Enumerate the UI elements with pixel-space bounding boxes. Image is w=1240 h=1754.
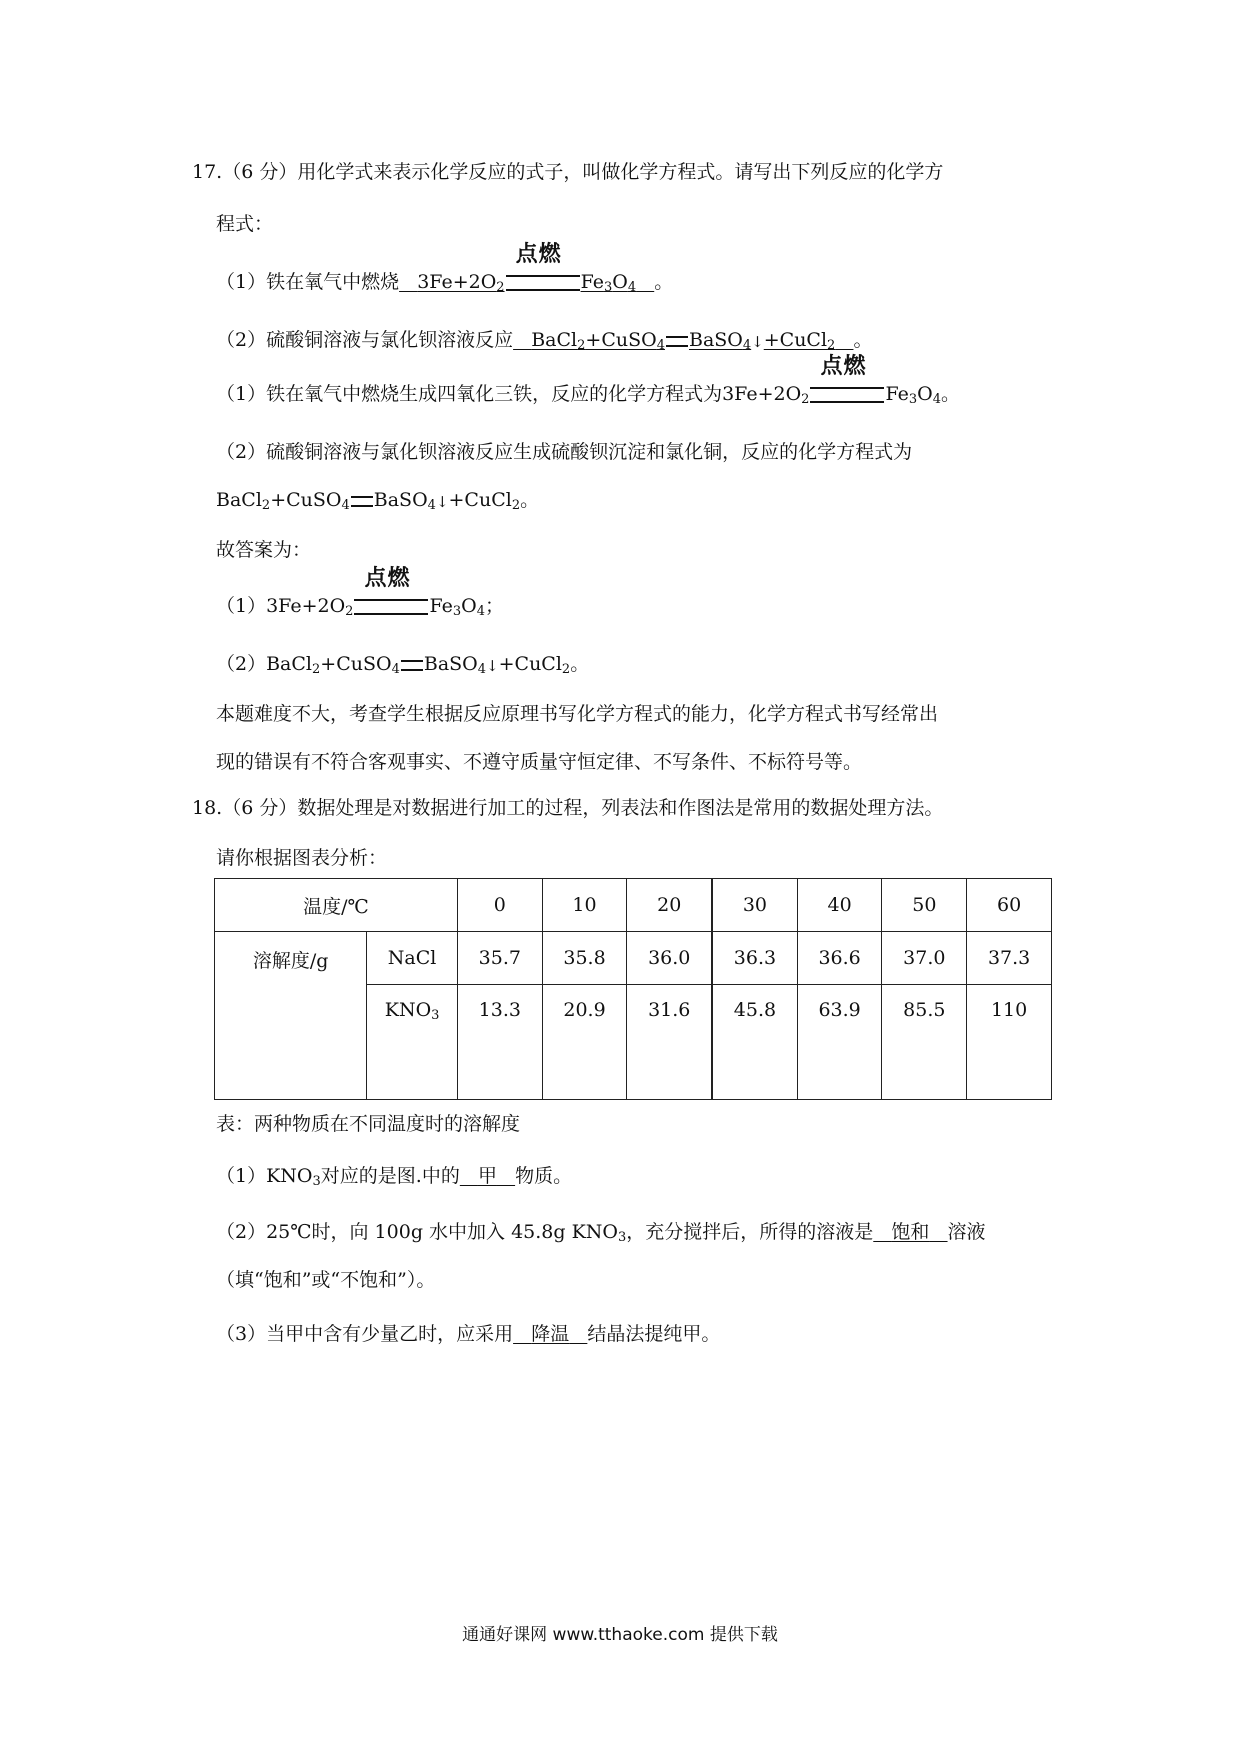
q17-answer-2: （2）硫酸铜溶液与氯化钡溶液反应 BaCl$_2$+CuSO$_4$ BaSO$_4$↓+CuCl$_2$ 。 bbox=[216, 329, 873, 353]
reaction-condition-mark: 点燃 bbox=[506, 275, 580, 291]
answer-blank: 饱和 bbox=[891, 1221, 930, 1243]
value-cell: 35.8 bbox=[542, 932, 627, 985]
value-cell: 110 bbox=[967, 985, 1052, 1100]
footer-credit: 通通好课网 www.tthaoke.com 提供下载 bbox=[462, 1625, 778, 1645]
q18-part-2: （2）25℃时，向 100g 水中加入 45.8g $KNO_3$，充分搅拌后，所得的溶液是 饱和 溶液 bbox=[216, 1221, 986, 1245]
value-cell: 35.7 bbox=[457, 932, 542, 985]
temp-cell: 40 bbox=[797, 879, 882, 932]
q18-part-3: （3）当甲中含有少量乙时，应采用 降温 结晶法提纯甲。 bbox=[216, 1323, 721, 1345]
q17-conclusion: 故答案为： bbox=[216, 539, 312, 561]
q18-header-cont: 请你根据图表分析： bbox=[216, 847, 388, 869]
q17-header-cont: 程式： bbox=[216, 213, 274, 235]
temp-cell: 30 bbox=[712, 879, 797, 932]
q17-comment-1: 本题难度不大，考查学生根据反应原理书写化学方程式的能力，化学方程式书写经常出 bbox=[216, 703, 939, 725]
value-cell: 31.6 bbox=[627, 985, 712, 1100]
table-row bbox=[215, 932, 1052, 985]
answer-blank: 降温 bbox=[531, 1323, 570, 1345]
value-cell: 63.9 bbox=[797, 985, 882, 1100]
q18-part-1: $(1)KNO_3$对应的是图.中的 甲 物质。 bbox=[216, 1165, 573, 1189]
temp-cell: 10 bbox=[542, 879, 627, 932]
q17-final-1: $(1)3Fe+2O_2$ 点燃 $Fe_3O_4$； bbox=[216, 566, 504, 619]
value-cell: 36.3 bbox=[712, 932, 797, 985]
q17-answer-1: （1）铁在氧气中燃烧 $3Fe+2O_2$ 点燃 $Fe_3O_4$ 。 bbox=[216, 242, 674, 295]
q17-explain-2-equation: BaCl$_2$+CuSO$_4$ BaSO$_4$↓+CuCl$_2$。 bbox=[216, 489, 540, 513]
table-row bbox=[215, 879, 1052, 932]
value-cell: 85.5 bbox=[882, 985, 967, 1100]
value-cell: 36.6 bbox=[797, 932, 882, 985]
answer-blank: 甲 bbox=[477, 1165, 497, 1187]
q17-header: 17.（6 分）用化学式来表示化学反应的式子，叫做化学方程式。请写出下列反应的化学方 bbox=[192, 161, 944, 183]
temp-cell: 20 bbox=[627, 879, 712, 932]
temp-cell: 60 bbox=[967, 879, 1052, 932]
q17-comment-2: 现的错误有不符合客观事实、不遵守质量守恒定律、不写条件、不标符号等。 bbox=[216, 751, 863, 773]
q17-explain-2: （2）硫酸铜溶液与氯化钡溶液反应生成硫酸钡沉淀和氯化铜，反应的化学方程式为 bbox=[216, 441, 913, 463]
solubility-table bbox=[214, 878, 1052, 1100]
substance-cell: $KNO_3$ bbox=[367, 985, 458, 1100]
temp-cell: 50 bbox=[882, 879, 967, 932]
value-cell: 13.3 bbox=[457, 985, 542, 1100]
q17-explain-1: （1）铁在氧气中燃烧生成四氧化三铁，反应的化学方程式为$3Fe+2O_2$ 点燃 $Fe_3O_4$。 bbox=[216, 354, 960, 407]
solubility-label-cell: 溶解度/g bbox=[215, 932, 367, 1100]
temp-label-cell: 温度/℃ bbox=[215, 879, 458, 932]
value-cell: 37.3 bbox=[967, 932, 1052, 985]
q18-part-2-hint: （填“饱和”或“不饱和”）。 bbox=[216, 1269, 436, 1291]
value-cell: 36.0 bbox=[627, 932, 712, 985]
value-cell: 20.9 bbox=[542, 985, 627, 1100]
q18-header: 18.（6 分）数据处理是对数据进行加工的过程，列表法和作图法是常用的数据处理方法。 bbox=[192, 797, 944, 819]
temp-cell: 0 bbox=[457, 879, 542, 932]
value-cell: 37.0 bbox=[882, 932, 967, 985]
q17-final-2: （2）BaCl$_2$+CuSO$_4$ BaSO$_4$↓+CuCl$_2$。 bbox=[216, 653, 590, 677]
table-caption: 表：两种物质在不同温度时的溶解度 bbox=[216, 1113, 521, 1135]
substance-cell: NaCl bbox=[367, 932, 458, 985]
value-cell: 45.8 bbox=[712, 985, 797, 1100]
